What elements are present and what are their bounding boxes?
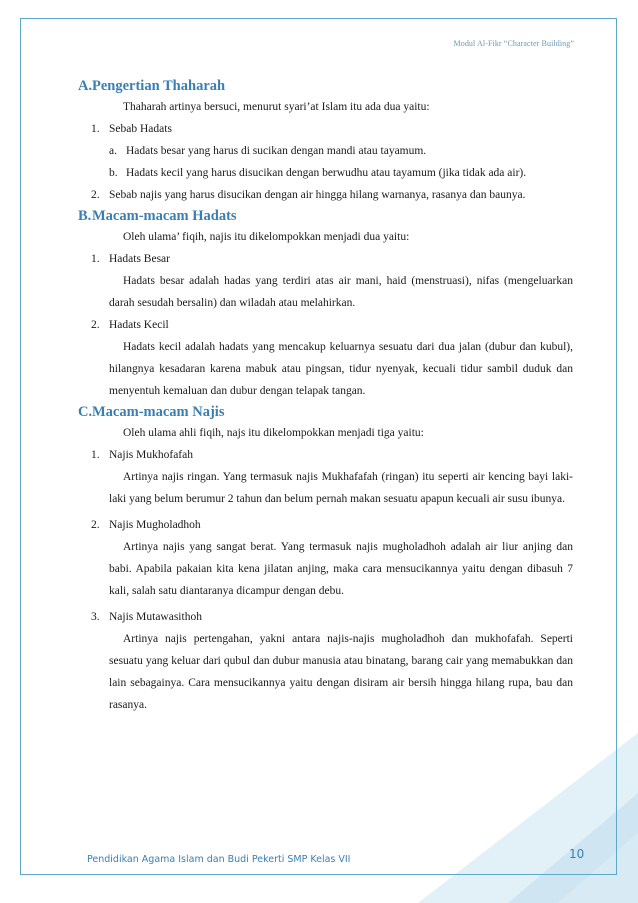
page-content <box>78 76 573 716</box>
section-b-item-1-heading: Hadats Besar <box>109 253 170 265</box>
section-b-lead: Oleh ulama’ fiqih, najis itu dikelompokkan menjadi dua yaitu: <box>123 231 410 243</box>
section-c-item-2 <box>78 514 573 602</box>
section-a-item-1-number: 1. <box>91 123 100 135</box>
section-a-subitem-b-letter: b. <box>109 167 118 179</box>
section-a-letter: A. <box>78 78 93 94</box>
section-b-item-2-number: 2. <box>91 319 100 331</box>
section-a-subitem-b <box>78 162 573 184</box>
section-c-item-3-heading: Najis Mutawasithoh <box>109 611 202 623</box>
section-a-item-2-text: Sebab najis yang harus disucikan dengan air hingga hilang warnanya, rasanya dan baunya. <box>109 189 526 201</box>
page-number: 10 <box>569 847 585 861</box>
section-b-title-text: Macam-macam Hadats <box>92 208 237 224</box>
section-a-item-1-heading: Sebab Hadats <box>109 123 172 135</box>
section-a-subitem-a-letter: a. <box>109 145 117 157</box>
section-c-lead: Oleh ulama ahli fiqih, najs itu dikelompokkan menjadi tiga yaitu: <box>123 427 424 439</box>
section-c-item-2-heading: Najis Mugholadhoh <box>109 519 201 531</box>
module-header: Modul Al-Fikr “Character Building” <box>453 39 574 48</box>
section-a-subitem-a <box>78 140 573 162</box>
section-c-letter: C. <box>78 404 93 420</box>
section-c-item-2-number: 2. <box>91 519 100 531</box>
section-b-item-1-number: 1. <box>91 253 100 265</box>
section-a-lead: Thaharah artinya bersuci, menurut syari’at Islam itu ada dua yaitu: <box>123 101 430 113</box>
section-b-item-1-text: Hadats besar adalah hadas yang terdiri atas air mani, haid (menstruasi), nifas (mengeluarkan darah sesudah bersalin) dan wiladah atau melahirkan. <box>109 275 573 309</box>
section-a-item-1 <box>78 118 573 140</box>
section-a-subitem-b-text: Hadats kecil yang harus disucikan dengan berwudhu atau tayamum (jika tidak ada air). <box>126 167 527 179</box>
section-c-item-1-text: Artinya najis ringan. Yang termasuk najis Mukhafafah (ringan) itu seperti air kencing bayi laki-laki yang belum berumur 2 tahun dan belum pernah makan sesuatu apapun kecuali air susu ibunya. <box>109 471 573 505</box>
section-c-item-1 <box>78 444 573 510</box>
section-b-title <box>78 206 573 226</box>
section-c-item-3 <box>78 606 573 716</box>
section-a-item-2-number: 2. <box>91 189 100 201</box>
section-b-item-2-heading: Hadats Kecil <box>109 319 169 331</box>
section-b-item-1 <box>78 248 573 314</box>
section-a-title-text: Pengertian Thaharah <box>92 78 226 94</box>
section-c-item-3-number: 3. <box>91 611 100 623</box>
section-a-title <box>78 76 573 96</box>
section-c-item-1-number: 1. <box>91 449 100 461</box>
section-b-item-2-text: Hadats kecil adalah hadats yang mencakup keluarnya sesuatu dari dua jalan (dubur dan kubul), hilangnya kesadaran karena mabuk atau pingsan, tidur nyenyak, kecuali tidur sambil duduk dan menyentuh kemaluan dan dubur dengan telapak tangan. <box>109 341 573 397</box>
section-b-letter: B. <box>78 208 92 224</box>
section-c-title-text: Macam-macam Najis <box>92 404 225 420</box>
section-a-subitem-a-text: Hadats besar yang harus di sucikan dengan mandi atau tayamum. <box>126 145 427 157</box>
section-c-item-2-text: Artinya najis yang sangat berat. Yang termasuk najis mugholadhoh adalah air liur anjing dan babi. Apabila pakaian kita kena jilatan anjing, maka cara mensucikannya yaitu dengan dibasuh 7 kali, salah satu diantaranya dicampur dengan debu. <box>109 541 573 597</box>
section-a-item-2 <box>78 184 573 206</box>
section-c-item-1-heading: Najis Mukhofafah <box>109 449 193 461</box>
section-c-title <box>78 402 573 422</box>
footer-book-title: Pendidikan Agama Islam dan Budi Pekerti SMP Kelas VII <box>87 854 351 865</box>
section-c-item-3-text: Artinya najis pertengahan, yakni antara najis-najis mugholadhoh dan mukhofafah. Seperti sesuatu yang keluar dari qubul dan dubur manusia atau binatang, barang cair yang memabukkan dan lain sebagainya. Cara mensucikannya yaitu dengan disiram air bersih hingga hilang rupa, bau dan rasanya. <box>109 633 573 711</box>
section-b-item-2 <box>78 314 573 402</box>
